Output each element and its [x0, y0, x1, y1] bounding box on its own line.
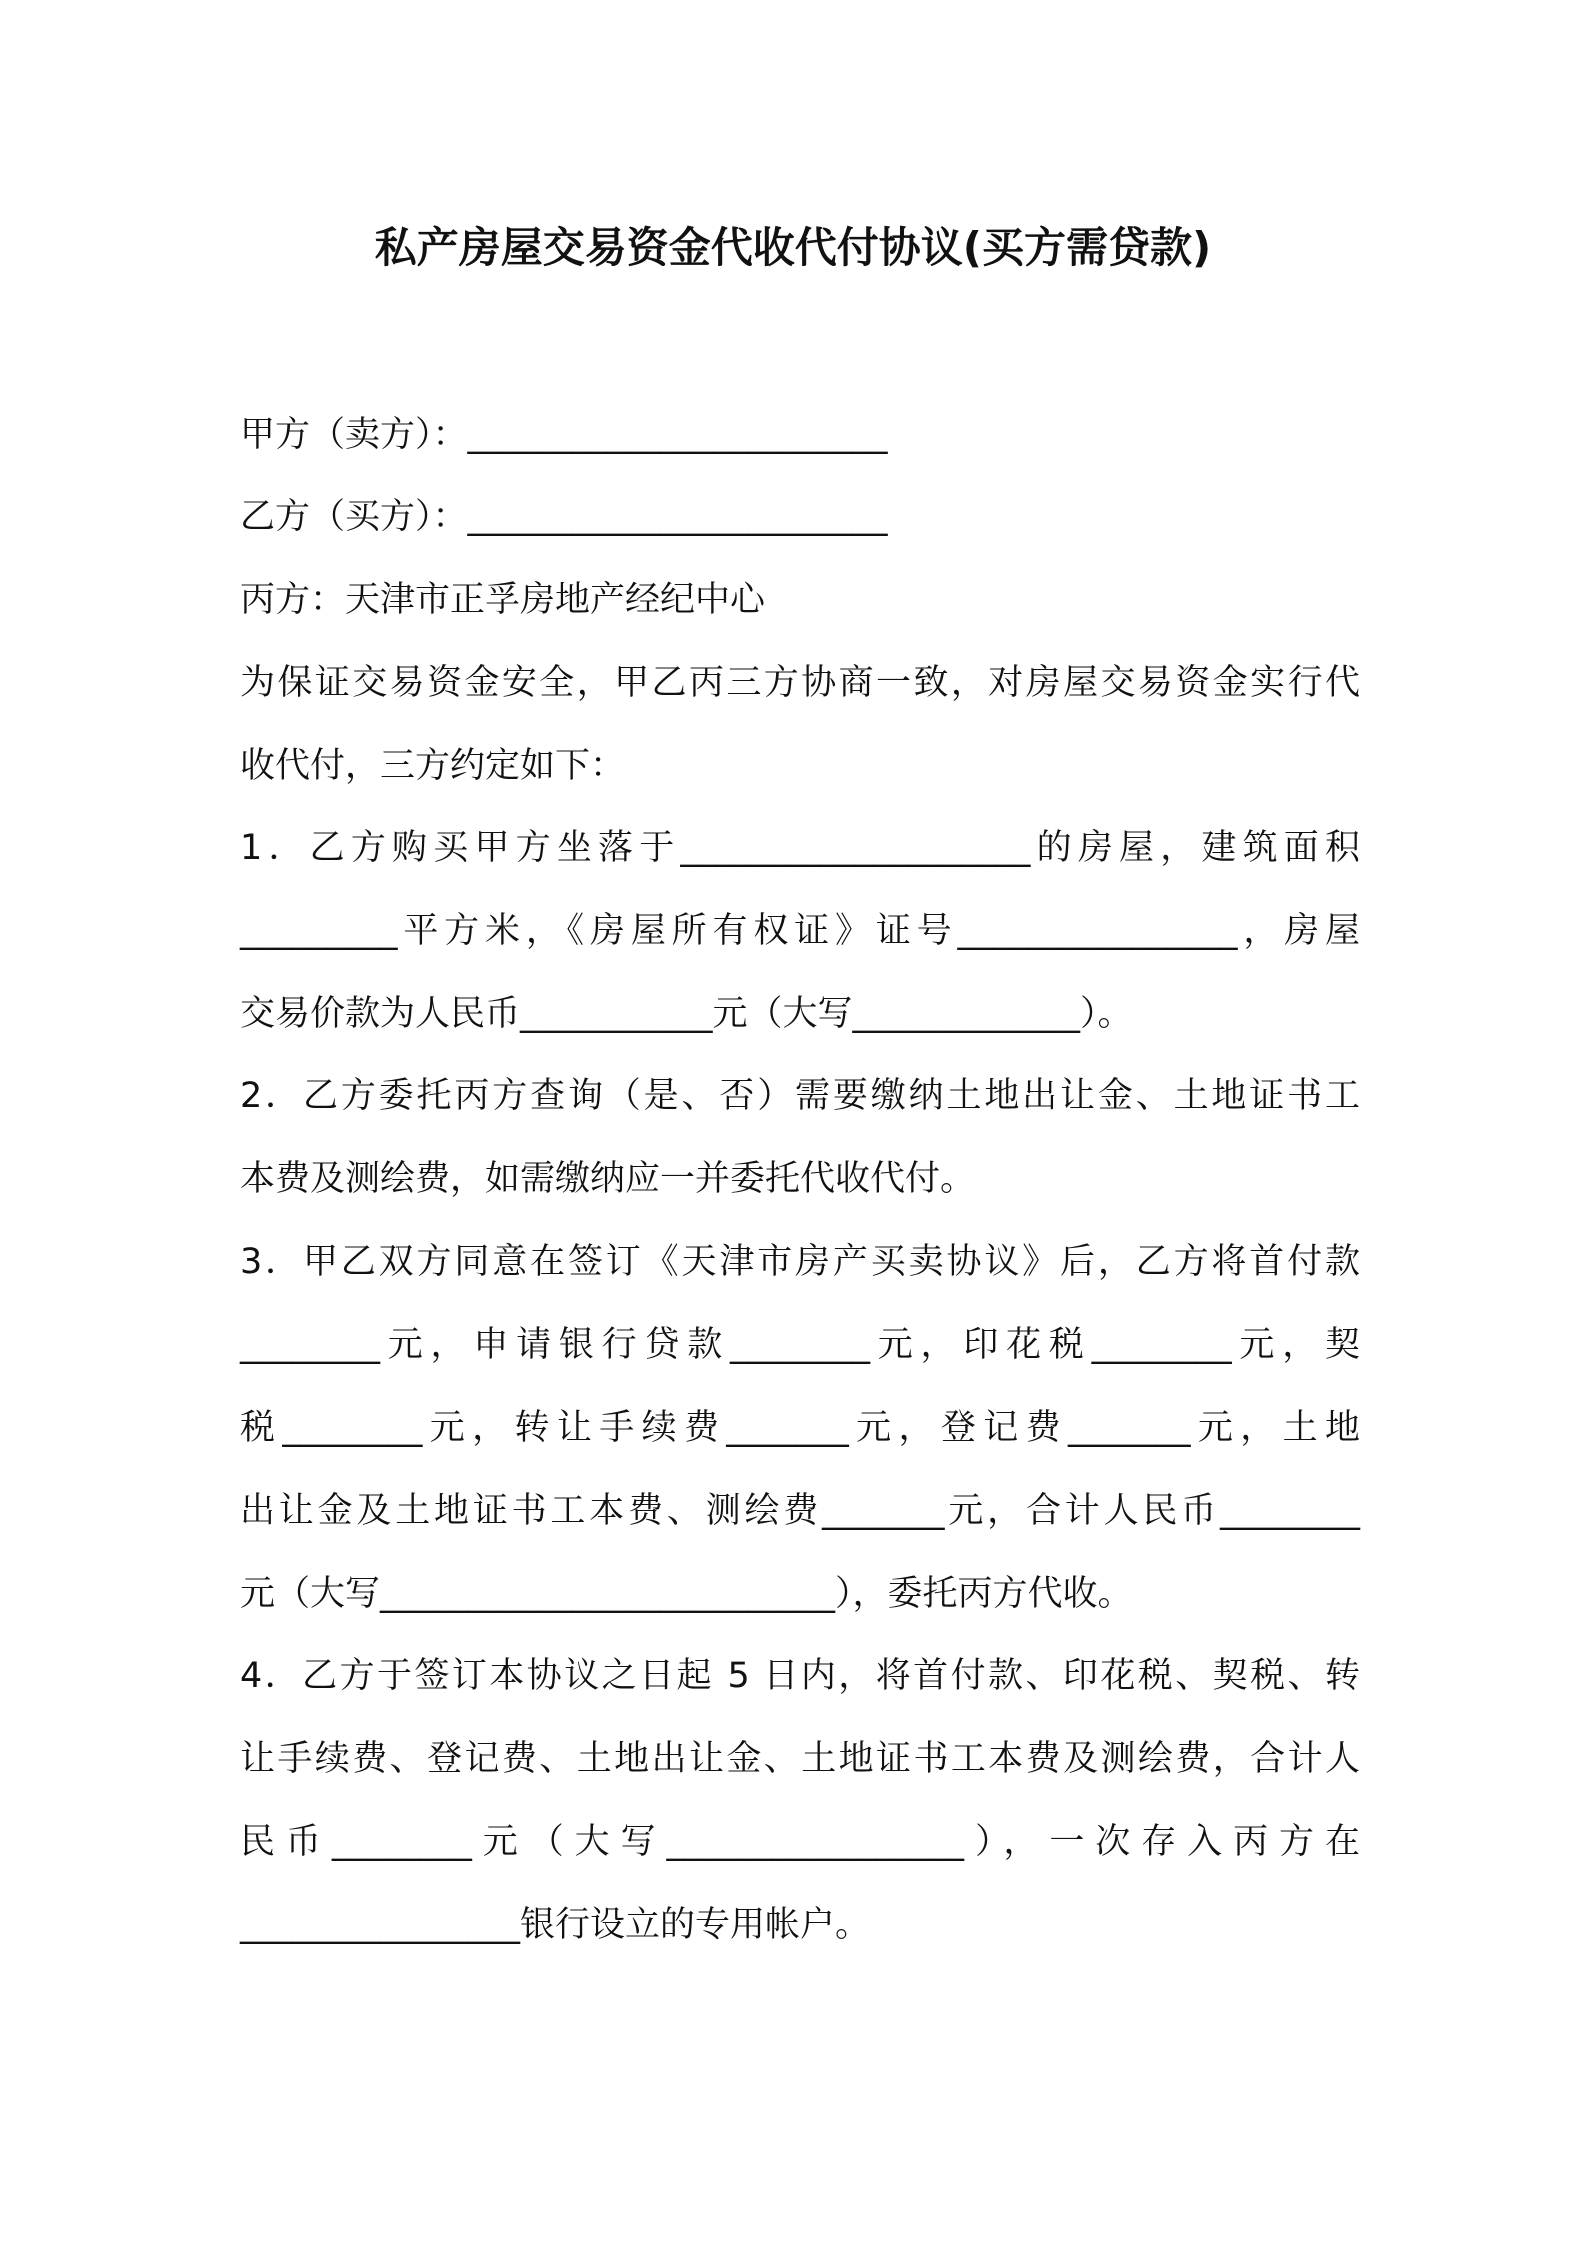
- clause-4-line-2: 让手续费、登记费、土地出让金、土地证书工本费及测绘费，合计人: [240, 1739, 1360, 1779]
- clause-1-line-3: 交易价款为人民币___________元（大写_____________）。: [240, 994, 1133, 1034]
- clause-4-line-3: 民币________元（大写_________________），一次存入丙方在: [240, 1822, 1360, 1862]
- clause-2-line-2: 本费及测绘费，如需缴纳应一并委托代收代付。: [240, 1159, 976, 1199]
- clause-2-line-1: 2．乙方委托丙方查询（是、否）需要缴纳土地出让金、土地证书工: [240, 1076, 1360, 1116]
- clause-3-line-2: ________元，申请银行贷款________元，印花税________元，契: [240, 1325, 1360, 1365]
- intro-line-1: 为保证交易资金安全，甲乙丙三方协商一致，对房屋交易资金实行代: [240, 663, 1360, 703]
- clause-4-line-4: ________________银行设立的专用帐户。: [240, 1905, 871, 1945]
- party-b-line: 乙方（买方）：________________________: [240, 497, 888, 537]
- clause-3-line-3: 税________元，转让手续费_______元，登记费_______元，土地: [240, 1408, 1360, 1448]
- clause-3-line-4: 出让金及土地证书工本费、测绘费_______元，合计人民币________: [240, 1491, 1360, 1531]
- clause-1-line-2: _________平方米，《房屋所有权证》证号________________，房屋: [240, 911, 1360, 951]
- clause-3-line-1: 3．甲乙双方同意在签订《天津市房产买卖协议》后，乙方将首付款: [240, 1242, 1360, 1282]
- clause-3-line-5: 元（大写__________________________），委托丙方代收。: [240, 1574, 1133, 1614]
- document-title: 私产房屋交易资金代收代付协议(买方需贷款): [374, 223, 1212, 272]
- clause-1-line-1: 1．乙方购买甲方坐落于____________________的房屋，建筑面积: [240, 828, 1360, 868]
- clause-4-line-1: 4．乙方于签订本协议之日起 5 日内，将首付款、印花税、契税、转: [240, 1656, 1360, 1696]
- intro-line-2: 收代付，三方约定如下：: [240, 746, 626, 786]
- party-a-line: 甲方（卖方）：________________________: [240, 415, 888, 455]
- party-c-line: 丙方：天津市正孚房地产经纪中心: [240, 580, 766, 620]
